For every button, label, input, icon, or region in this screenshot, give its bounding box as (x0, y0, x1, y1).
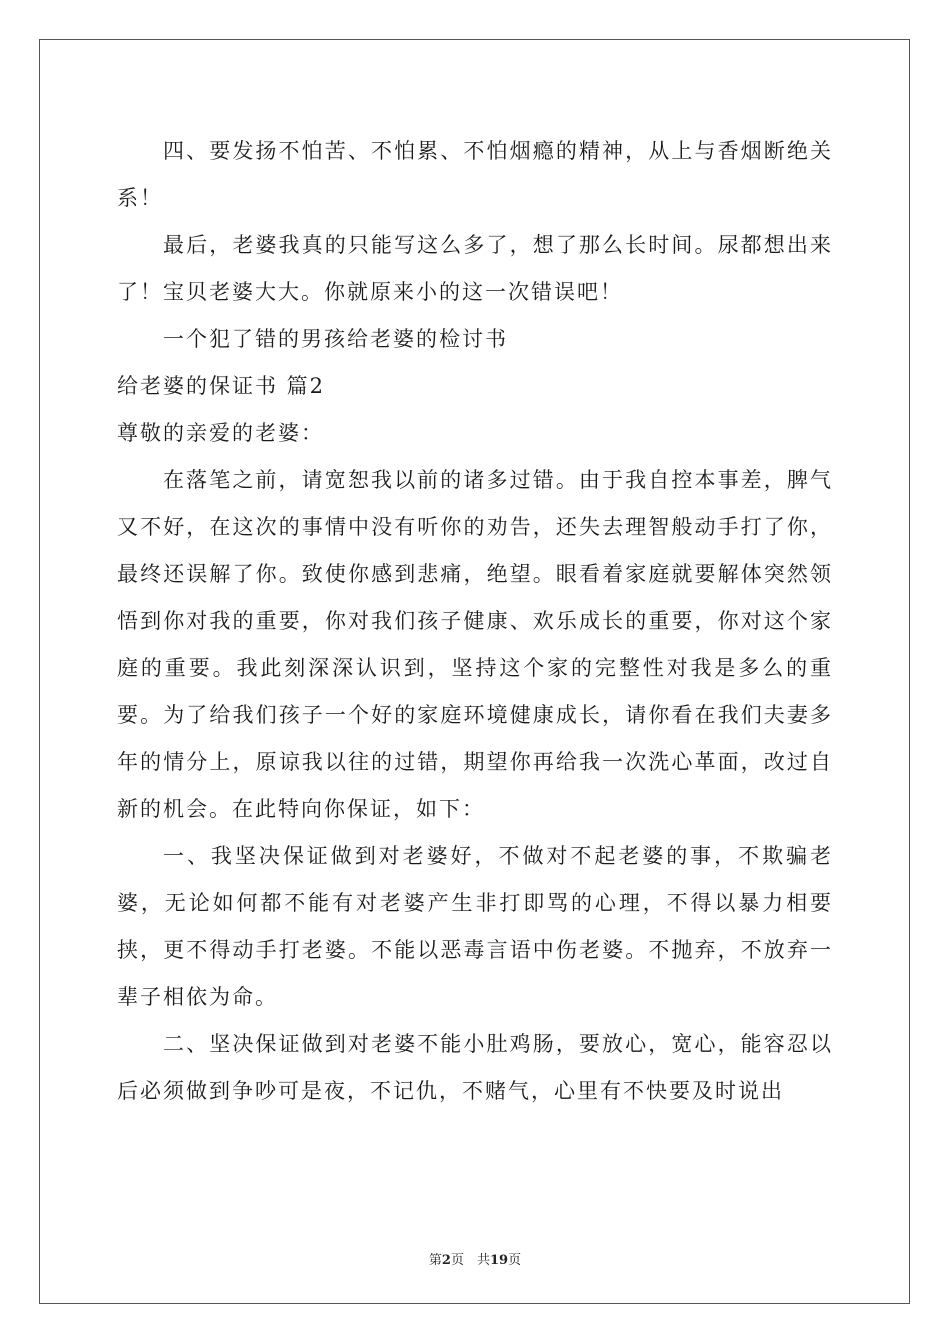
signature-line: 一个犯了错的男孩给老婆的检讨书 (163, 327, 508, 351)
footer-suffix: 页 (508, 1253, 522, 1268)
footer-mid: 页 共 (450, 1253, 490, 1268)
paragraph-1: 四、要发扬不怕苦、不怕累、不怕烟瘾的精神，从上与香烟断绝关系！ (117, 139, 833, 210)
salutation: 尊敬的亲爱的老婆： (117, 421, 324, 445)
paragraph-4: 一、我坚决保证做到对老婆好，不做对不起老婆的事，不欺骗老婆，无论如何都不能有对老婆产生非打即骂的心理，不得以暴力相要挟，更不得动手打老婆。不能以恶毒言语中伤老婆。不抛弃，不放弃一辈子相依为命。 (117, 844, 833, 1009)
paragraph-2: 最后，老婆我真的只能写这么多了，想了那么长时间。尿都想出来了！宝贝老婆大大。你就原来小的这一次错误吧！ (117, 233, 833, 304)
page-footer (0, 1249, 950, 1268)
footer-total-pages: 19 (489, 1253, 509, 1268)
footer-prefix: 第 (428, 1253, 442, 1268)
document-body (117, 128, 833, 1115)
paragraph-5: 二、坚决保证做到对老婆不能小肚鸡肠，要放心，宽心，能容忍以后必须做到争吵可是夜，不记仇，不赌气，心里有不快要及时说出 (117, 1032, 833, 1103)
paragraph-3: 在落笔之前，请宽恕我以前的诸多过错。由于我自控本事差，脾气又不好，在这次的事情中没有听你的劝告，还失去理智般动手打了你，最终还误解了你。致使你感到悲痛，绝望。眼看着家庭就要解体突然领悟到你对我的重要，你对我们孩子健康、欢乐成长的重要，你对这个家庭的重要。我此刻深深认识到，坚持这个家的完整性对我是多么的重要。为了给我们孩子一个好的家庭环境健康成长，请你看在我们夫妻多年的情分上，原谅我以往的过错，期望你再给我一次洗心革面，改过自新的机会。在此特向你保证，如下： (117, 468, 833, 821)
section-title: 给老婆的保证书 篇2 (117, 374, 326, 398)
footer-page-number: 2 (441, 1253, 451, 1268)
